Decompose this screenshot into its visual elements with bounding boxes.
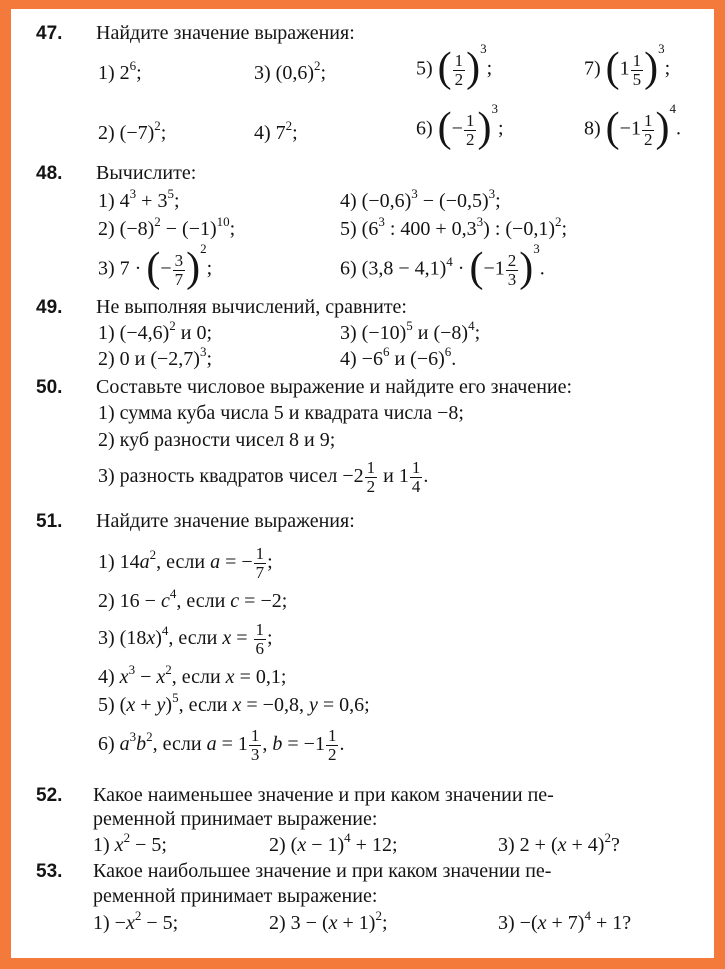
text: 6) (3,8 − 4,1) [340,257,447,280]
problem-53-heading-line1: Какое наибольшее значение и при каком значении пе- [93,860,552,882]
text: , если [156,550,211,573]
exponent: 2 [169,318,176,333]
fraction [173,252,186,289]
text: и (−8) [412,322,469,344]
text: 4) [98,666,120,688]
exponent: 3 [129,728,137,744]
problem-number-48: 48. [36,163,63,184]
p48-item-5 [340,214,568,240]
text: ; [495,190,501,212]
text: ? [610,834,620,856]
paren: ) [519,245,534,291]
numerator: 1 [255,544,265,563]
numerator: 1 [327,726,337,745]
text: ) [155,626,162,649]
p52-item-1 [93,830,167,856]
exponent: 4 [669,100,676,116]
text: 1) (−4,6) [98,322,170,344]
variable: x [125,912,135,934]
exponent: 4 [468,318,475,333]
fraction [410,459,423,496]
text: ; [229,218,236,240]
numerator: 1 [250,726,260,745]
text: ; [173,190,180,212]
variable: x [297,834,307,856]
denominator: 2 [454,69,464,89]
denominator: 6 [255,638,264,658]
denominator: 2 [465,129,475,149]
exponent: 2 [154,118,161,133]
text: , если [152,732,207,755]
variable: x [126,694,136,716]
text: , если [178,694,233,716]
exponent: 2 [146,728,153,744]
numerator: 1 [411,458,421,477]
variable: x [537,912,547,934]
text: 2) ( [269,834,298,856]
exponent: 2 [313,58,321,73]
p48-item-6 [340,240,545,291]
exponent: 10 [216,214,230,229]
fraction [326,727,339,764]
text: , [262,732,273,755]
text: + 1) [337,912,376,934]
variable: x [232,694,242,716]
p50-item-1: 1) сумма куба числа 5 и квадрата числа −8; [98,402,464,424]
exponent: 3 [128,662,136,677]
problem-number-50: 50. [36,377,63,398]
text: . [675,117,681,140]
whole: 1 [398,464,409,487]
p47-item-7 [584,40,671,91]
problem-number-47: 47. [36,23,63,44]
text: 2) (−7) [98,122,155,144]
denominator: 5 [632,69,642,89]
text: ; [136,62,142,84]
variable: x [225,666,235,688]
text: ; [292,122,298,144]
text: + [135,694,157,716]
numerator: 3 [174,250,184,270]
text: + 12; [350,834,398,856]
text: 6) [98,732,120,755]
text: 3) разность квадратов чисел [98,464,343,487]
exponent: 3 [658,40,665,56]
text: 2) 16 − [98,590,161,612]
p49-item-3 [340,318,481,344]
text: 1) − [93,912,126,934]
text: 1) 14 [98,550,140,573]
p47-item-4 [254,118,298,144]
p48-item-2 [98,214,236,240]
text: . [423,464,429,487]
problem-number-52: 52. [36,785,63,806]
numerator: 1 [643,110,653,130]
exponent: 2 [165,662,172,677]
text: . [451,348,457,370]
problem-50-heading: Составьте числовое выражение и найдите его значение: [96,376,573,398]
text: и 0; [175,322,213,344]
text: 1) 2 [98,62,130,84]
p51-item-4 [98,662,287,688]
exponent: 3 [488,186,496,201]
exponent: 2 [285,118,293,133]
exponent: 5 [172,690,179,705]
denominator: 7 [255,562,265,582]
problem-49-heading: Не выполняя вычислений, сравните: [96,296,407,318]
text: = −0,8, [241,694,309,716]
text: 3) (18 [98,626,147,649]
exponent: 3 [129,186,137,201]
exponent: 3 [378,214,385,229]
text: · [452,257,470,280]
text: 3) (−10) [340,322,407,344]
p50-item-2: 2) куб разности чисел 8 и 9; [98,429,336,451]
text: ; [486,57,493,80]
text: 4) 7 [254,122,286,144]
numerator: 1 [454,50,464,70]
numerator: 1 [366,458,376,477]
exponent: 2 [555,214,562,229]
denominator: 4 [411,476,421,496]
p50-item-3 [98,459,428,496]
problem-number-51: 51. [36,511,63,532]
paren: ( [146,245,161,291]
denominator: 7 [174,269,184,289]
fraction [631,52,644,89]
p47-item-8 [584,100,681,151]
exponent: 3 [491,100,498,116]
paren: ) [644,45,659,91]
whole: −2 [342,464,364,487]
text: = − [220,550,253,573]
exponent: 4 [446,253,453,269]
variable: c [230,590,240,612]
exponent: 2 [123,830,131,845]
p53-item-3 [498,908,632,934]
variable: b [272,732,283,755]
text: 2) 3 − ( [269,912,329,934]
exponent: 3 [199,344,207,359]
text: ; [664,57,671,80]
exponent: 3 [476,214,484,229]
p47-item-6 [416,100,504,151]
p51-item-6 [98,727,344,764]
text: 3) (0,6) [254,62,314,84]
variable: x [328,912,338,934]
p47-item-1 [98,58,142,84]
p48-item-3 [98,240,213,291]
p49-item-2 [98,344,213,370]
text: − 1) [306,834,345,856]
exponent: 2 [375,908,382,923]
text: 3) −( [498,912,538,934]
text: : 400 + 0,3 [384,218,477,240]
paren: ) [186,245,201,291]
text: 5) ( [98,694,127,716]
text: 4) (−0,6) [340,190,412,212]
text: ; [497,117,504,140]
exponent: 2 [134,908,142,923]
fraction [453,52,466,89]
exponent: 4 [161,622,169,638]
whole: −1 [619,117,641,140]
text: 5) [416,57,433,80]
variable: a [119,732,130,755]
text: − (−0,5) [417,190,489,212]
text: + 3 [136,190,168,212]
exponent: 6 [129,58,137,73]
text: ; [267,626,273,649]
text: = 0,6; [317,694,370,716]
text: ; [267,550,273,573]
p53-item-1 [93,908,179,934]
p48-item-4 [340,186,501,212]
exponent: 4 [584,908,591,923]
fraction [365,459,378,496]
text: + 4) [566,834,605,856]
text: и [378,464,399,487]
whole: 1 [619,57,630,80]
text: . [539,257,545,280]
text: ; [206,348,213,370]
paren: ) [655,105,670,151]
denominator: 2 [327,744,337,764]
denominator: 2 [643,129,653,149]
text: ; [474,322,481,344]
p49-item-4 [340,344,457,370]
paren: ( [469,245,484,291]
exponent: 2 [200,240,207,256]
numerator: 1 [632,50,642,70]
text: . [339,732,345,755]
text: = 0,1; [234,666,287,688]
problem-52-heading-line2: ременной принимает выражение: [93,808,378,830]
variable: x [119,666,129,688]
text: + 1? [590,912,632,934]
problem-51-heading: Найдите значение выражения: [96,510,355,532]
fraction [642,112,655,149]
text: 3) 7 · [98,257,147,280]
paren: ) [477,105,492,151]
denominator: 3 [250,744,260,764]
text: − 5; [141,912,179,934]
p52-item-3 [498,830,620,856]
exponent: 5 [167,186,174,201]
exponent: 2 [154,214,161,229]
p47-item-5 [416,40,493,91]
variable: b [136,732,147,755]
exponent: 5 [406,318,413,333]
p49-item-1 [98,318,213,344]
variable: a [210,550,221,573]
numerator: 1 [255,620,264,639]
sign: − [160,257,172,280]
fraction [506,252,519,289]
variable: x [156,666,166,688]
text: = −1 [282,732,325,755]
variable: x [557,834,567,856]
text: 1) [93,834,115,856]
text: = −2; [239,590,288,612]
text: ; [561,218,568,240]
p48-item-1 [98,186,180,212]
paren: ( [605,105,620,151]
text: − 5; [130,834,167,856]
exponent: 6 [444,344,452,359]
problem-53-heading-line2: ременной принимает выражение: [93,885,378,907]
p47-item-3 [254,58,327,84]
numerator: 2 [507,250,517,270]
fraction [464,112,477,149]
exponent: 6 [382,344,390,359]
variable: c [160,590,170,612]
text: ; [381,912,388,934]
p47-item-2 [98,118,167,144]
variable: x [146,626,156,649]
exponent: 3 [533,240,540,256]
text: 4) −6 [340,348,383,370]
text: ; [320,62,327,84]
text: , если [176,590,231,612]
text: − (−1) [160,218,217,240]
exponent: 3 [480,40,487,56]
p51-item-5 [98,690,370,716]
variable: a [139,550,150,573]
text: , если [168,626,223,649]
text: = [231,626,253,649]
exponent: 4 [169,586,177,601]
text: 7) [584,57,601,80]
p51-item-3 [98,621,273,658]
whole: −1 [483,257,505,280]
text: , если [171,666,226,688]
denominator: 2 [366,476,376,496]
text: 8) [584,117,601,140]
exponent: 4 [344,830,351,845]
exponent: 2 [149,546,157,562]
p51-item-2 [98,586,288,612]
variable: a [206,732,217,755]
paren: ( [437,105,452,151]
paren: ) [466,45,481,91]
text: + 7) [546,912,585,934]
problem-number-53: 53. [36,861,63,882]
denominator: 3 [507,269,517,289]
variable: y [156,694,166,716]
problem-48-heading: Вычислите: [96,162,197,184]
p52-item-2 [269,830,398,856]
paren: ( [437,45,452,91]
numerator: 1 [465,110,475,130]
text: 3) 2 + ( [498,834,558,856]
textbook-page [11,9,714,958]
variable: x [222,626,232,649]
text: и (−6) [389,348,445,370]
text: 6) [416,117,433,140]
sign: − [451,117,463,140]
paren: ( [605,45,620,91]
problem-number-49: 49. [36,297,63,318]
fraction [254,545,267,582]
text: − [135,666,157,688]
text: ) : (−0,1) [483,218,555,240]
p51-item-1 [98,545,273,582]
text: 5) (6 [340,218,379,240]
text: ; [160,122,167,144]
text: ; [206,257,213,280]
p53-item-2 [269,908,388,934]
text: 2) 0 и (−2,7) [98,348,200,370]
text: 1) 4 [98,190,130,212]
text: = 1 [216,732,248,755]
problem-47-heading: Найдите значение выражения: [96,22,355,44]
fraction [249,727,262,764]
text: 2) (−8) [98,218,155,240]
variable: x [114,834,124,856]
variable: y [308,694,318,716]
exponent: 3 [411,186,418,201]
problem-52-heading-line1: Какое наименьшее значение и при каком значении пе- [93,784,554,806]
fraction [254,621,267,658]
exponent: 2 [604,830,611,845]
text: ) [165,694,173,716]
